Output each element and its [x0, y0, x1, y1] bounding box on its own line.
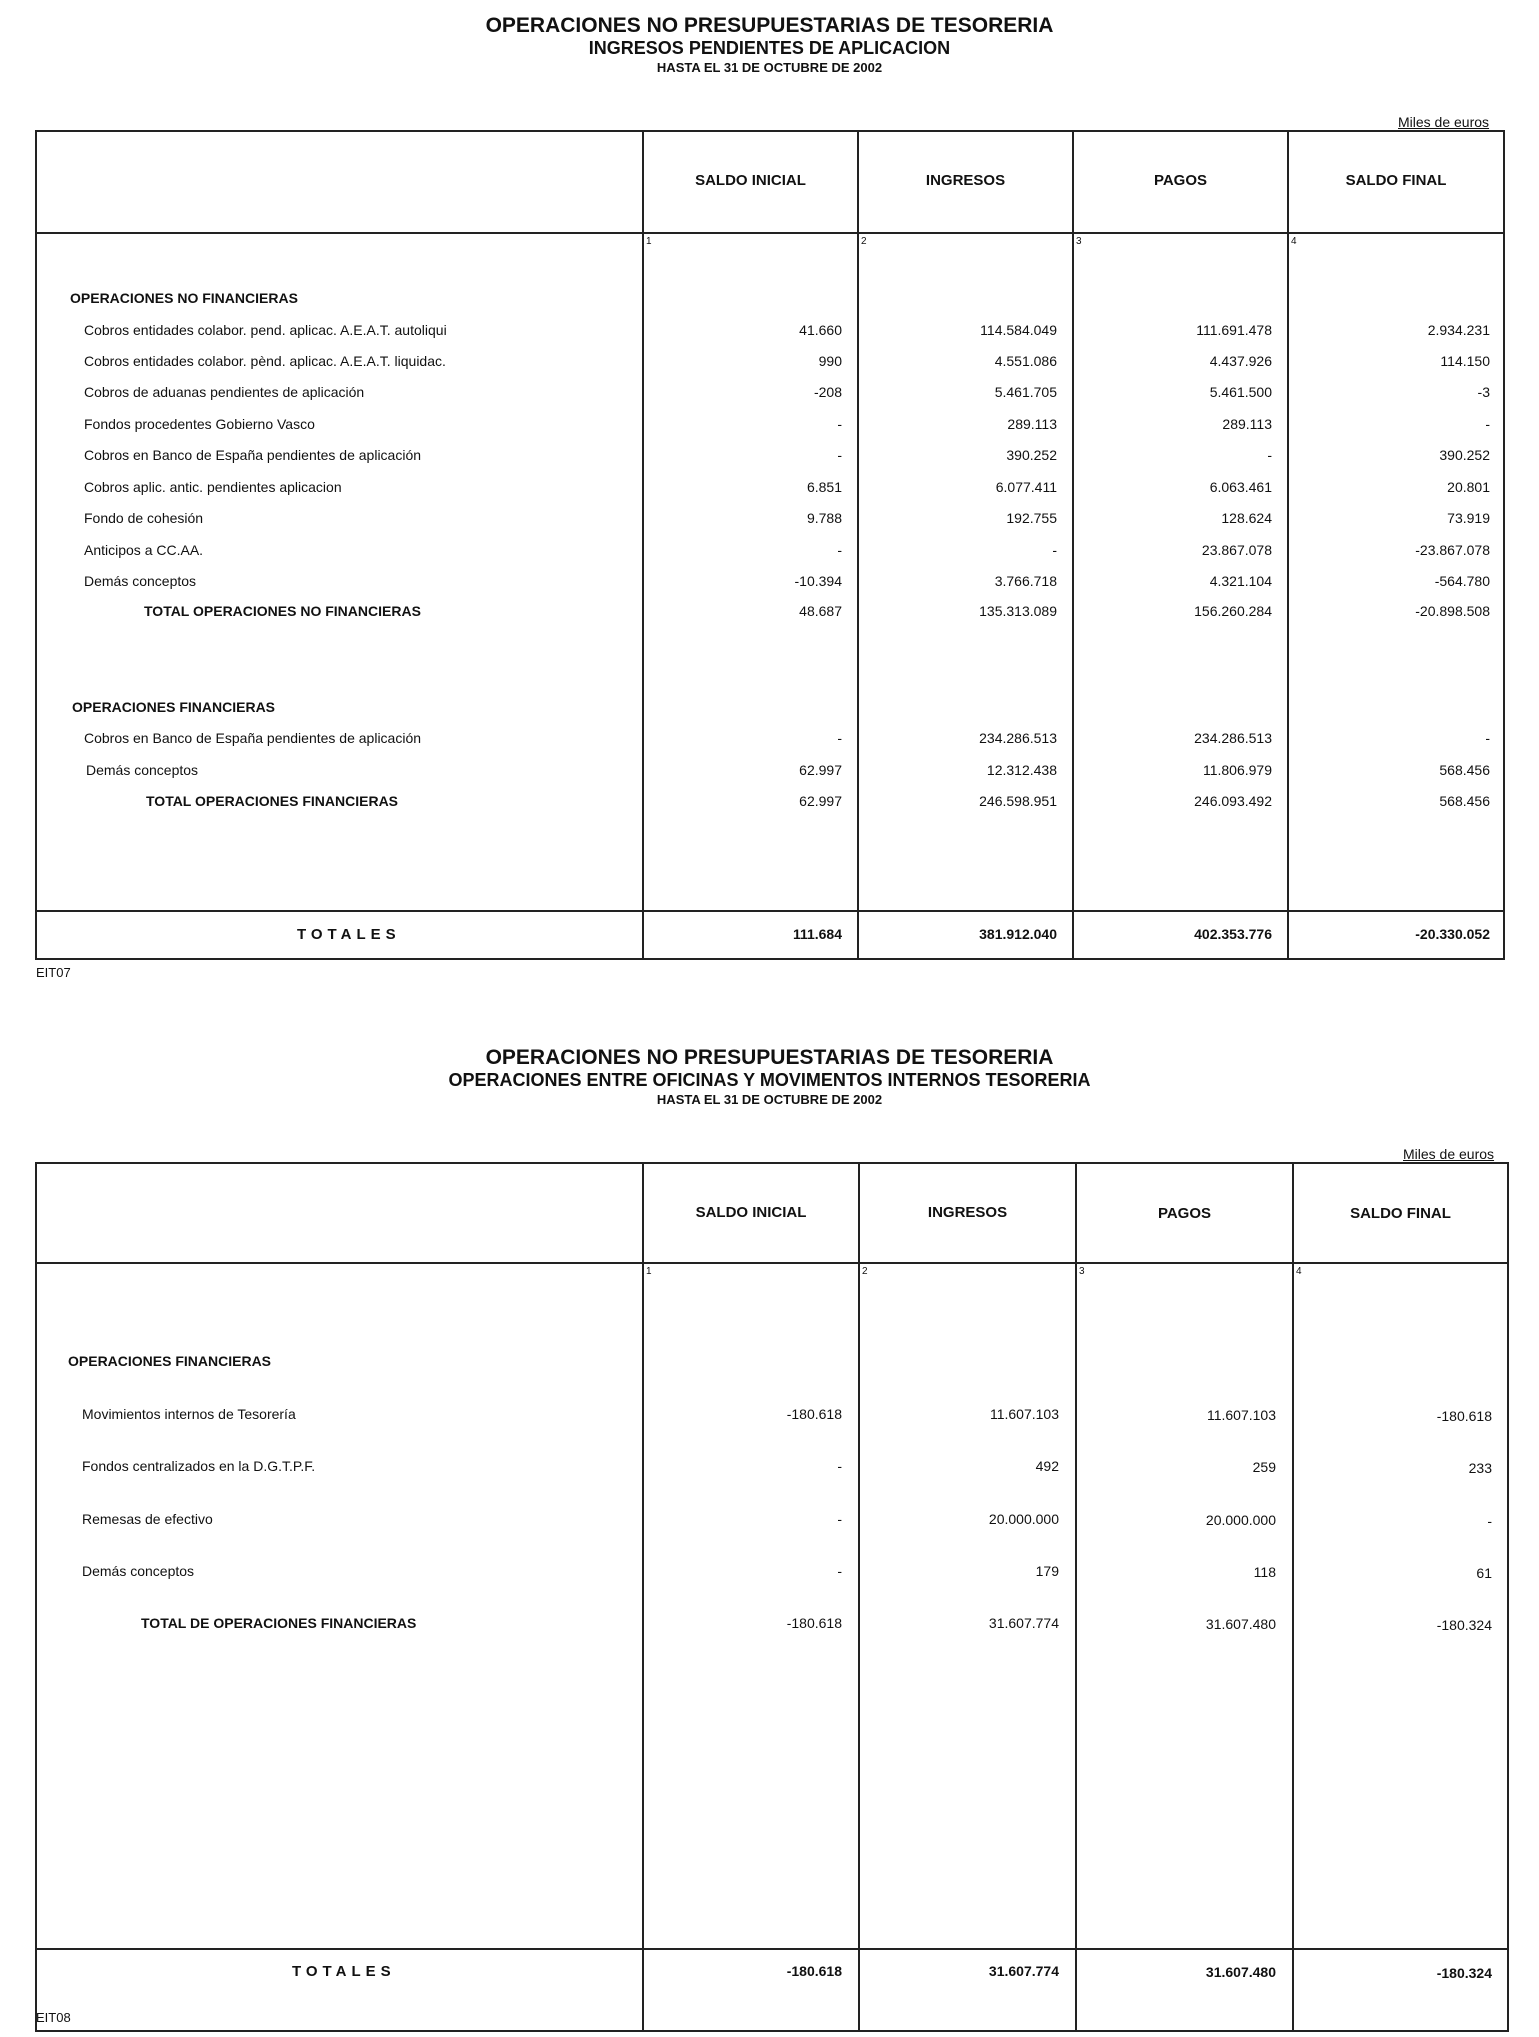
cell-pagos: 11.806.979: [1202, 762, 1272, 778]
cell-saldo-inicial: 48.687: [799, 603, 842, 619]
cell-saldo-final: -564.780: [1434, 573, 1490, 589]
cell-saldo-final: -180.618: [1436, 1408, 1492, 1424]
cell-ingresos: 12.312.438: [986, 762, 1057, 778]
cell-ingresos: 381.912.040: [979, 926, 1057, 942]
col-number: 3: [1079, 1266, 1085, 1277]
cell-saldo-inicial: -: [837, 1458, 842, 1474]
cell-saldo-inicial: 111.684: [792, 926, 842, 942]
cell-saldo-final: -20.330.052: [1415, 926, 1490, 942]
col-number: 1: [646, 236, 652, 247]
row-label: Fondos procedentes Gobierno Vasco: [84, 416, 315, 432]
table2-title: OPERACIONES NO PRESUPUESTARIAS DE TESORERIA: [485, 1046, 1054, 1069]
table2-frame: [35, 1162, 1509, 2032]
col-number: 4: [1291, 236, 1297, 247]
total-label: TOTAL OPERACIONES FINANCIERAS: [146, 793, 399, 809]
col-header-saldo-final: SALDO FINAL: [1345, 172, 1447, 189]
cell-pagos: 111.691.478: [1196, 322, 1272, 338]
totals-label: TOTALES: [292, 1963, 396, 1980]
total-label: TOTAL OPERACIONES NO FINANCIERAS: [144, 603, 421, 619]
row-label: Cobros en Banco de España pendientes de aplicación: [84, 447, 422, 463]
cell-saldo-final: -3: [1477, 384, 1490, 400]
table1-date: HASTA EL 31 DE OCTUBRE DE 2002: [656, 60, 883, 75]
cell-ingresos: 4.551.086: [994, 353, 1057, 369]
cell-pagos: 31.607.480: [1205, 1616, 1276, 1632]
cell-pagos: 234.286.513: [1194, 730, 1272, 746]
col-number: 2: [861, 236, 867, 247]
row-label: Remesas de efectivo: [82, 1511, 213, 1527]
cell-saldo-inicial: -: [837, 730, 842, 746]
table1-code: EIT07: [36, 965, 71, 980]
cell-ingresos: 135.313.089: [979, 603, 1057, 619]
table2-subtitle: OPERACIONES ENTRE OFICINAS Y MOVIMENTOS INTERNOS TESORERIA: [448, 1070, 1091, 1090]
row-label: Cobros de aduanas pendientes de aplicación: [84, 384, 365, 400]
col-header-pagos: PAGOS: [1153, 172, 1208, 189]
cell-ingresos: 3.766.718: [994, 573, 1057, 589]
cell-pagos: 4.437.926: [1209, 353, 1272, 369]
cell-saldo-final: 568.456: [1439, 762, 1490, 778]
cell-saldo-final: -: [1485, 416, 1490, 432]
table2-code: EIT08: [36, 2010, 71, 2025]
row-label: Fondo de cohesión: [84, 510, 204, 526]
total-label: TOTAL DE OPERACIONES FINANCIERAS: [141, 1615, 417, 1631]
cell-pagos: 128.624: [1221, 510, 1272, 526]
totals-label: TOTALES: [297, 926, 401, 943]
table1-header-divider: [35, 232, 1505, 234]
cell-saldo-inicial: -: [837, 542, 842, 558]
cell-saldo-final: -23.867.078: [1415, 542, 1490, 558]
cell-ingresos: 234.286.513: [979, 730, 1057, 746]
cell-pagos: 6.063.461: [1209, 479, 1272, 495]
row-label: Demás conceptos: [82, 1563, 195, 1579]
cell-ingresos: 20.000.000: [988, 1511, 1059, 1527]
table2-col-divider: [858, 1162, 860, 2032]
table1-subtitle: INGRESOS PENDIENTES DE APLICACION: [588, 38, 951, 58]
cell-saldo-final: 568.456: [1439, 793, 1490, 809]
cell-saldo-inicial: -208: [813, 384, 842, 400]
cell-saldo-inicial: 62.997: [799, 793, 842, 809]
cell-saldo-inicial: -180.618: [786, 1406, 842, 1422]
table2-header-divider: [35, 1262, 1509, 1264]
table1-title: OPERACIONES NO PRESUPUESTARIAS DE TESORERIA: [485, 14, 1054, 37]
col-number: 2: [862, 1266, 868, 1277]
cell-ingresos: 492: [1035, 1458, 1059, 1474]
col-number: 1: [646, 1266, 652, 1277]
row-label: Cobros aplic. antic. pendientes aplicacion: [84, 479, 342, 495]
cell-saldo-final: -180.324: [1436, 1965, 1492, 1981]
col-header-saldo-inicial: SALDO INICIAL: [695, 172, 806, 189]
cell-pagos: 11.607.103: [1206, 1407, 1276, 1423]
table1-units: Miles de euros: [1398, 114, 1490, 130]
col-header-saldo-final: SALDO FINAL: [1350, 1205, 1451, 1222]
cell-ingresos: 6.077.411: [995, 479, 1057, 495]
table2-units: Miles de euros: [1403, 1146, 1495, 1162]
cell-pagos: 259: [1252, 1459, 1276, 1475]
cell-saldo-final: 61: [1476, 1565, 1492, 1581]
cell-saldo-inicial: 62.997: [799, 762, 842, 778]
cell-saldo-final: -20.898.508: [1415, 603, 1490, 619]
cell-pagos: 20.000.000: [1205, 1512, 1276, 1528]
cell-saldo-inicial: 41.660: [799, 322, 842, 338]
cell-saldo-inicial: -: [837, 1563, 842, 1579]
cell-pagos: 289.113: [1222, 416, 1272, 432]
cell-ingresos: 246.598.951: [979, 793, 1057, 809]
section-title: OPERACIONES FINANCIERAS: [72, 699, 276, 715]
row-label: Anticipos a CC.AA.: [84, 542, 204, 558]
cell-saldo-inicial: 990: [818, 353, 842, 369]
cell-saldo-final: 73.919: [1447, 510, 1490, 526]
cell-saldo-final: 233: [1468, 1460, 1492, 1476]
cell-pagos: 31.607.480: [1205, 1964, 1276, 1980]
cell-ingresos: 5.461.705: [994, 384, 1057, 400]
cell-pagos: 4.321.104: [1209, 573, 1272, 589]
cell-pagos: 156.260.284: [1194, 603, 1272, 619]
cell-ingresos: 390.252: [1006, 447, 1057, 463]
cell-pagos: 246.093.492: [1194, 793, 1272, 809]
cell-ingresos: 179: [1035, 1563, 1059, 1579]
cell-saldo-final: 2.934.231: [1427, 322, 1490, 338]
row-label: Demás conceptos: [84, 573, 197, 589]
table2-totals-divider: [35, 1948, 1509, 1950]
cell-pagos: 402.353.776: [1194, 926, 1272, 942]
cell-saldo-inicial: -180.618: [786, 1615, 842, 1631]
cell-ingresos: 31.607.774: [988, 1615, 1059, 1631]
col-header-saldo-inicial: SALDO INICIAL: [695, 1204, 807, 1221]
cell-saldo-final: 114.150: [1440, 353, 1490, 369]
row-label: Cobros entidades colabor. pènd. aplicac. A.E.A.T. liquidac.: [84, 353, 446, 369]
col-number: 4: [1296, 1266, 1302, 1277]
col-number: 3: [1076, 236, 1082, 247]
row-label: Cobros en Banco de España pendientes de aplicación: [84, 730, 422, 746]
table2-date: HASTA EL 31 DE OCTUBRE DE 2002: [656, 1092, 883, 1107]
table2-col-divider: [1075, 1162, 1077, 2032]
table1-totals-divider: [35, 910, 1505, 912]
cell-saldo-final: -: [1485, 730, 1490, 746]
col-header-pagos: PAGOS: [1157, 1205, 1212, 1222]
cell-ingresos: 289.113: [1007, 416, 1057, 432]
cell-ingresos: 31.607.774: [988, 1963, 1059, 1979]
row-label: Fondos centralizados en la D.G.T.P.F.: [82, 1458, 316, 1474]
cell-saldo-final: 390.252: [1439, 447, 1490, 463]
col-header-ingresos: INGRESOS: [927, 1204, 1008, 1221]
cell-pagos: 118: [1253, 1564, 1276, 1580]
cell-saldo-inicial: -: [837, 447, 842, 463]
table2-col-divider: [642, 1162, 644, 2032]
cell-saldo-final: -180.324: [1436, 1617, 1492, 1633]
row-label: Movimientos internos de Tesorería: [82, 1406, 296, 1422]
section-title: OPERACIONES NO FINANCIERAS: [70, 290, 298, 306]
cell-ingresos: -: [1052, 542, 1057, 558]
cell-saldo-inicial: 9.788: [806, 510, 842, 526]
cell-pagos: 23.867.078: [1201, 542, 1272, 558]
cell-saldo-inicial: -10.394: [794, 573, 842, 589]
cell-saldo-inicial: 6.851: [806, 479, 842, 495]
col-header-ingresos: INGRESOS: [925, 172, 1006, 189]
cell-saldo-inicial: -: [837, 1511, 842, 1527]
cell-ingresos: 11.607.103: [989, 1406, 1059, 1422]
section-title: OPERACIONES FINANCIERAS: [68, 1353, 272, 1369]
cell-ingresos: 114.584.049: [980, 322, 1057, 338]
cell-pagos: 5.461.500: [1209, 384, 1272, 400]
cell-saldo-final: -: [1487, 1513, 1492, 1529]
cell-saldo-inicial: -180.618: [786, 1963, 842, 1979]
row-label: Cobros entidades colabor. pend. aplicac. A.E.A.T. autoliqui: [84, 322, 447, 338]
cell-saldo-final: 20.801: [1447, 479, 1490, 495]
row-label: Demás conceptos: [86, 762, 199, 778]
cell-saldo-inicial: -: [837, 416, 842, 432]
cell-ingresos: 192.755: [1006, 510, 1057, 526]
table2-col-divider: [1292, 1162, 1294, 2032]
cell-pagos: -: [1267, 447, 1272, 463]
